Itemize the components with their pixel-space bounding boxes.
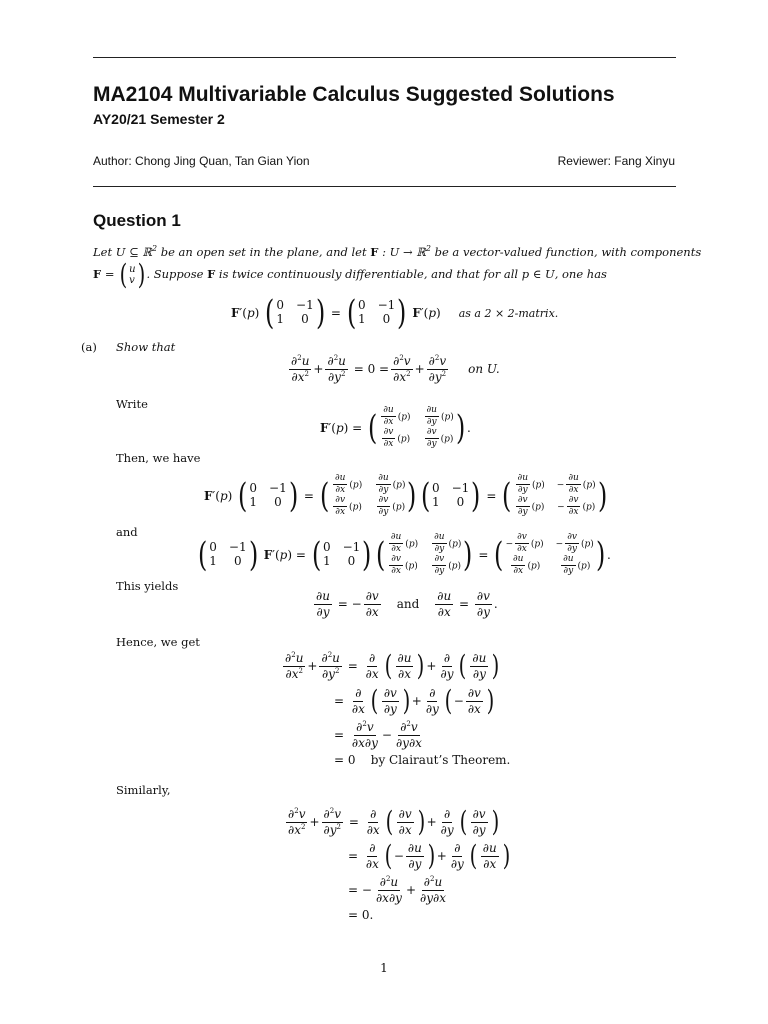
page-title: MA2104 Multivariable Calculus Suggested Solutions	[93, 83, 615, 106]
jacobian-definition: F ′( p ) = ( $\frac{\partial u}{\partial x}$ (p) $\frac{\partial u}{\partial y}$ (p) $\frac{\partial v}{\partial x}$ (p) $\frac{\partial v}{\partial y}$ (p) ) .	[320, 405, 471, 450]
derivation-v-line-1: $\frac{\partial^2v}{\partial x^2}$ + $\frac{\partial^2v}{\partial y^2}$ = $\frac{\partial}{\partial x}$ ( $\frac{\partial v}{\partial x}$ ) + $\frac{\partial}{\partial y}$ ( $\frac{\partial v}{\partial y}$ )	[288, 805, 499, 839]
similarly-text: Similarly,	[116, 783, 171, 797]
and-text: and	[116, 525, 138, 539]
then-text: Then, we have	[116, 451, 201, 465]
hence-text: Hence, we get	[116, 635, 200, 649]
commutation-equation: F ′( p ) ( 0 −1 1 0 ) = ( 0 −1 1 0 ) F ′( p ) as a 2 × 2-matrix.	[231, 293, 559, 333]
derivation-u-line-4: = 0 by Clairaut’s Theorem.	[334, 753, 511, 767]
derivation-u-line-2: = $\frac{\partial}{\partial x}$ ( $\frac{\partial v}{\partial y}$ ) + $\frac{\partial}{\partial y}$ ( − $\frac{\partial v}{\partial x}$ )	[334, 684, 495, 718]
part-a-prompt: Show that	[116, 340, 176, 354]
left-product-equation: F ′( p ) ( 0 −1 1 0 ) = ( $\frac{\partial u}{\partial x}$ (p) $\frac{\partial u}{\partial y}$ (p) $\frac{\partial v}{\partial x}$ (p) $\frac{\partial v}{\partial y}$ (p) ) ( 0 −1 1 0 ) = ( $\frac{\partial u}{\partial y}$ (p) − $\frac{\partial u}{\partial x}$ (p) $\frac{\partial v}{\partial y}$ (p) − $\frac{\partial v}{\partial x}$ (p) )	[204, 473, 607, 518]
part-a-label: (a)	[81, 340, 97, 354]
yields-text: This yields	[116, 579, 179, 593]
derivation-v-line-4: = 0.	[348, 908, 374, 922]
page-number: 1	[380, 961, 388, 975]
question-statement: Let U ⊆ ℝ$^2$ be an open set in the plane, and let F : U → ℝ$^2$ be a vector-valued function, with components F = ( u v ) . Suppose F is twice continuously differentiable, and that for all p ∈ U , one has	[93, 244, 702, 291]
derivation-u-line-1: $\frac{\partial^2u}{\partial x^2}$ + $\frac{\partial^2u}{\partial y^2}$ = $\frac{\partial}{\partial x}$ ( $\frac{\partial u}{\partial x}$ ) + $\frac{\partial}{\partial y}$ ( $\frac{\partial u}{\partial y}$ )	[285, 649, 500, 683]
question-heading: Question 1	[93, 211, 181, 230]
derivation-u-line-3: = $\frac{\partial^2v}{\partial x\partial y}$ − $\frac{\partial^2v}{\partial y\partial x}$	[334, 720, 422, 750]
cauchy-riemann-equations: $\frac{\partial u}{\partial y}$ = − $\frac{\partial v}{\partial x}$ and $\frac{\partial u}{\partial x}$ = $\frac{\partial v}{\partial y}$ .	[316, 589, 498, 619]
laplace-equation: $\frac{\partial^2u}{\partial x^2}$ + $\frac{\partial^2u}{\partial y^2}$ = 0 = $\frac{\partial^2v}{\partial x^2}$ + $\frac{\partial^2v}{\partial y^2}$ on U.	[291, 354, 500, 384]
reviewer-line: Reviewer: Fang Xinyu	[557, 154, 675, 168]
top-rule	[93, 57, 676, 58]
header-rule	[93, 186, 676, 187]
derivation-v-line-2: = $\frac{\partial}{\partial x}$ ( − $\frac{\partial u}{\partial y}$ ) + $\frac{\partial}{\partial y}$ ( $\frac{\partial u}{\partial x}$ )	[348, 839, 511, 873]
write-text: Write	[116, 397, 148, 411]
page-subtitle: AY20/21 Semester 2	[93, 111, 225, 127]
derivation-v-line-3: = − $\frac{\partial^2u}{\partial x\partial y}$ + $\frac{\partial^2u}{\partial y\partial x}$	[348, 875, 446, 905]
right-product-equation: ( 0 −1 1 0 ) F ′( p ) = ( 0 −1 1 0 ) ( $\frac{\partial u}{\partial x}$ (p) $\frac{\partial u}{\partial y}$ (p) $\frac{\partial v}{\partial x}$ (p) $\frac{\partial v}{\partial y}$ (p) ) = ( − $\frac{\partial v}{\partial x}$ (p) − $\frac{\partial v}{\partial y}$ (p) $\frac{\partial u}{\partial x}$ (p) $\frac{\partial u}{\partial y}$ (p) ) .	[197, 532, 611, 577]
matrix-note: as a 2 × 2-matrix.	[458, 306, 559, 320]
author-line: Author: Chong Jing Quan, Tan Gian Yion	[93, 154, 310, 168]
